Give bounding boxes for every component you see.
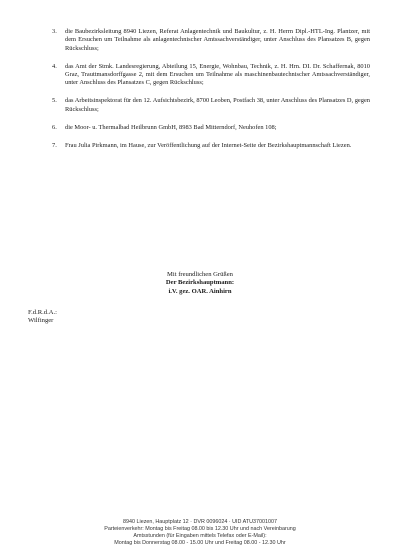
- signatory: i.V. gez. OAR. Ainhirn: [168, 287, 232, 295]
- item-number: 6.: [52, 123, 57, 131]
- footer-hours: Parteienverkehr: Montag bis Freitag 08.00 bis 12.30 Uhr und nach Vereinbarung: [104, 526, 296, 532]
- clerk-name: Wilfinger: [28, 317, 54, 325]
- item-number: 7.: [52, 141, 57, 149]
- closing-block: [0, 271, 400, 296]
- list-item: [52, 142, 370, 150]
- list-item: [52, 124, 370, 132]
- list-item: [52, 63, 370, 88]
- fdrda-label: F.d.R.d.A.:: [28, 309, 57, 316]
- item-number: 3.: [52, 28, 57, 35]
- list-item: [52, 28, 370, 53]
- footer-office-hours: Montag bis Donnerstag 08.00 - 15.00 Uhr und Freitag 08.00 - 12.30 Uhr: [114, 540, 286, 546]
- footer: [0, 519, 400, 547]
- footer-address: 8940 Liezen, Hauptplatz 12 · DVR 0096024 · UID ATU37001007: [123, 519, 277, 525]
- list-item: [52, 97, 370, 114]
- item-text: die Baubezirksleitung 8940 Liezen, Referat Anlagentechnik und Baukultur, z. H. Herrn Dipl.-HTL-Ing. Plantzer, mit dem Ersuchen um Teilnahme als anlagentechnischer Amtssachverständiger, unter Anschluss des Plansatzes B, gegen Rückschluss;: [65, 28, 370, 52]
- item-text: Frau Julia Pirkmann, im Hause, zur Veröffentlichung auf der Internet-Seite der Bezirkshauptmannschaft Liezen.: [65, 141, 352, 149]
- authority-title: Der Bezirkshauptmann:: [165, 279, 235, 287]
- recipient-list: [52, 28, 370, 160]
- item-text: das Amt der Stmk. Landesregierung, Abteilung 15, Energie, Wohnbau, Technik, z. H. Hrn. DI. Dr. Schaffernak, 8010 Graz, Trauttmansdorffgasse 2, mit dem Ersuchen um Teilnahme als maschinenbautechnischer Amtssachverständiger, unter Anschluss des Plansatzes C, gegen Rückschluss;: [65, 62, 370, 87]
- item-text: die Moor- u. Thermalbad Heilbrunn GmbH, 8983 Bad Mitterndorf, Neuhofen 108;: [65, 123, 277, 131]
- item-number: 4.: [52, 62, 57, 70]
- signoff-block: [28, 309, 57, 326]
- footer-office-hours-label: Amtsstunden (für Eingaben mittels Telefax oder E-Mail):: [133, 533, 267, 539]
- greeting: Mit freundlichen Grüßen: [167, 271, 233, 278]
- item-number: 5.: [52, 97, 57, 105]
- item-text: das Arbeitsinspektorat für den 12. Aufsichtsbezirk, 8700 Leoben, Postfach 38, unter Anschluss des Plansatzes D, gegen Rückschluss;: [65, 97, 370, 113]
